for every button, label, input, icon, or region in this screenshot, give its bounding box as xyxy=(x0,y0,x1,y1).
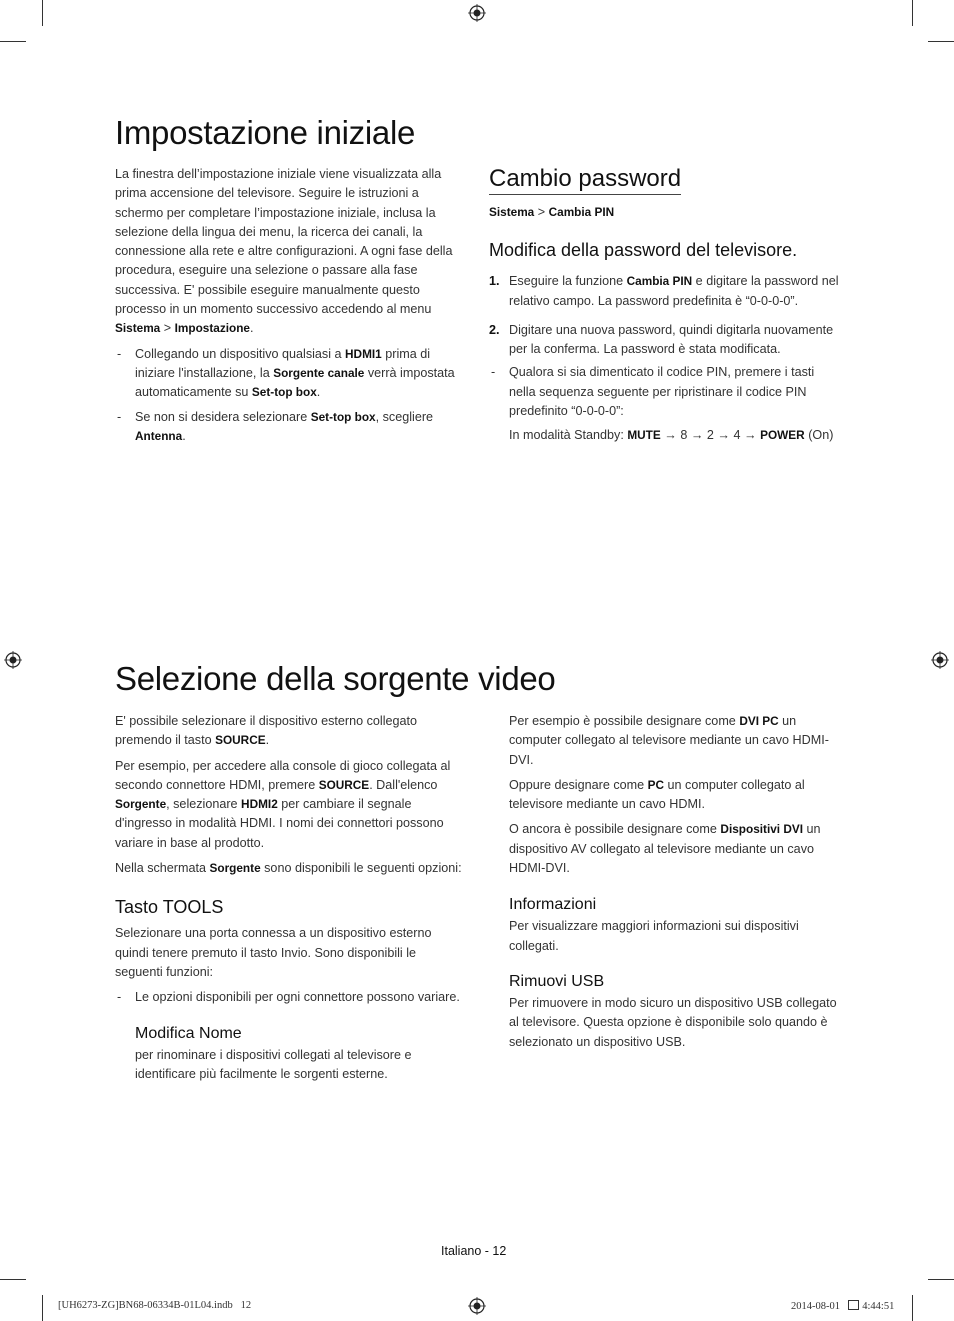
password-subheading: Modifica della password del televisore. xyxy=(489,240,798,261)
crop-mark xyxy=(912,1295,913,1321)
sorgente-left-column xyxy=(115,712,467,1090)
crop-mark xyxy=(928,41,954,42)
paragraph: Nella schermata Sorgente sono disponibili le seguenti opzioni: xyxy=(115,861,462,876)
crop-mark xyxy=(928,1279,954,1280)
list-item: - Se non si desidera selezionare Set-top box, scegliere Antenna. xyxy=(117,409,434,443)
section-title-sorgente: Selezione della sorgente video xyxy=(115,660,556,697)
list-item: - Le opzioni disponibili per ogni connettore possono variare. xyxy=(117,990,460,1005)
impostazione-intro: La finestra dell’impostazione iniziale viene visualizzata alla prima accensione del televisore. Seguire le istruzioni a schermo per completare l’impostazione iniziale, inclusa la selezione della lingua dei menu, la ricerca dei canali, la connessione alla rete e altre configurazioni. A ogni fase della procedura, eseguire una selezione o passare alla fase successiva. E' possibile eseguire manualmente questo processo in un momento successivo accedendo al menu Sistema > Impostazione. xyxy=(115,167,453,336)
tools-text: Selezionare una porta connessa a un dispositivo esterno quindi tenere premuto il tasto Invio. Sono disponibili le seguenti funzioni: xyxy=(115,926,432,979)
registration-mark-icon xyxy=(4,651,22,669)
info-heading: Informazioni xyxy=(509,896,597,914)
modifica-block xyxy=(115,1025,467,1085)
sorgente-right-column xyxy=(509,712,841,1058)
clock-icon xyxy=(848,1300,859,1310)
crop-mark xyxy=(42,1295,43,1321)
info-text: Per visualizzare maggiori informazioni sui dispositivi collegati. xyxy=(509,919,799,953)
modifica-heading: Modifica Nome xyxy=(135,1024,242,1042)
usb-heading: Rimuovi USB xyxy=(509,972,605,990)
step-item: 2. Digitare una nuova password, quindi digitarla nuovamente per la conferma. La password è stata modificata. xyxy=(489,322,834,357)
list-item: - Qualora si sia dimenticato il codice PIN, premere i tasti nella sequenza seguente per ripristinare il codice PIN predefinito “0-0-0-0”: xyxy=(491,365,815,419)
paragraph: Per esempio è possibile designare come DVI PC un computer collegato al televisore mediante un cavo HDMI-DVI. xyxy=(509,714,829,767)
paragraph: Per esempio, per accedere alla console di gioco collegata al secondo connettore HDMI, premere SOURCE. Dall'elenco Sorgente, selezionare HDMI2 per cambiare il segnale d'ingresso in modalità HDMI. I nomi dei connettori possono variare in base al prodotto. xyxy=(115,758,451,850)
crop-mark xyxy=(0,1279,26,1280)
registration-mark-icon xyxy=(468,4,486,22)
impostazione-column xyxy=(115,165,467,451)
registration-mark-icon xyxy=(468,1297,486,1315)
crop-mark xyxy=(912,0,913,26)
password-heading: Cambio password xyxy=(489,165,681,195)
usb-text: Per rimuovere in modo sicuro un dispositivo USB collegato al televisore. Questa opzione è disponibile solo quando è selezionato un dispositivo USB. xyxy=(509,995,837,1049)
paragraph: O ancora è possibile designare come Dispositivi DVI un dispositivo AV collegato al televisore mediante un cavo HDMI-DVI. xyxy=(509,822,821,876)
standby-sequence: In modalità Standby: MUTE → 8 → 2 → 4 → POWER (On) xyxy=(509,428,834,443)
password-column xyxy=(489,165,841,451)
breadcrumb: Sistema > Cambia PIN xyxy=(489,205,615,219)
list-item: - Collegando un dispositivo qualsiasi a HDMI1 prima di iniziare l'installazione, la Sorgente canale verrà impostata automaticamente su Set-top box. xyxy=(117,346,455,400)
imprint-date: 2014-08-01 4:44:51 xyxy=(791,1301,895,1312)
tools-heading: Tasto TOOLS xyxy=(115,897,224,918)
paragraph: Oppure designare come PC un computer collegato al televisore mediante un cavo HDMI. xyxy=(509,777,805,812)
registration-mark-icon xyxy=(931,651,949,669)
section-title-impostazione: Impostazione iniziale xyxy=(115,114,416,151)
paragraph: E' possibile selezionare il dispositivo esterno collegato premendo il tasto SOURCE. xyxy=(115,714,418,748)
page-number: Italiano - 12 xyxy=(441,1244,507,1258)
imprint-file: [UH6273-ZG]BN68-06334B-01L04.indb 12 xyxy=(58,1300,252,1311)
step-item: 1. Eseguire la funzione Cambia PIN e digitare la password nel relativo campo. La password predefinita è “0-0-0-0”. xyxy=(489,274,839,308)
modifica-text: per rinominare i dispositivi collegati al televisore e identificare più facilmente le sorgenti esterne. xyxy=(135,1047,412,1081)
crop-mark xyxy=(0,41,26,42)
crop-mark xyxy=(42,0,43,26)
